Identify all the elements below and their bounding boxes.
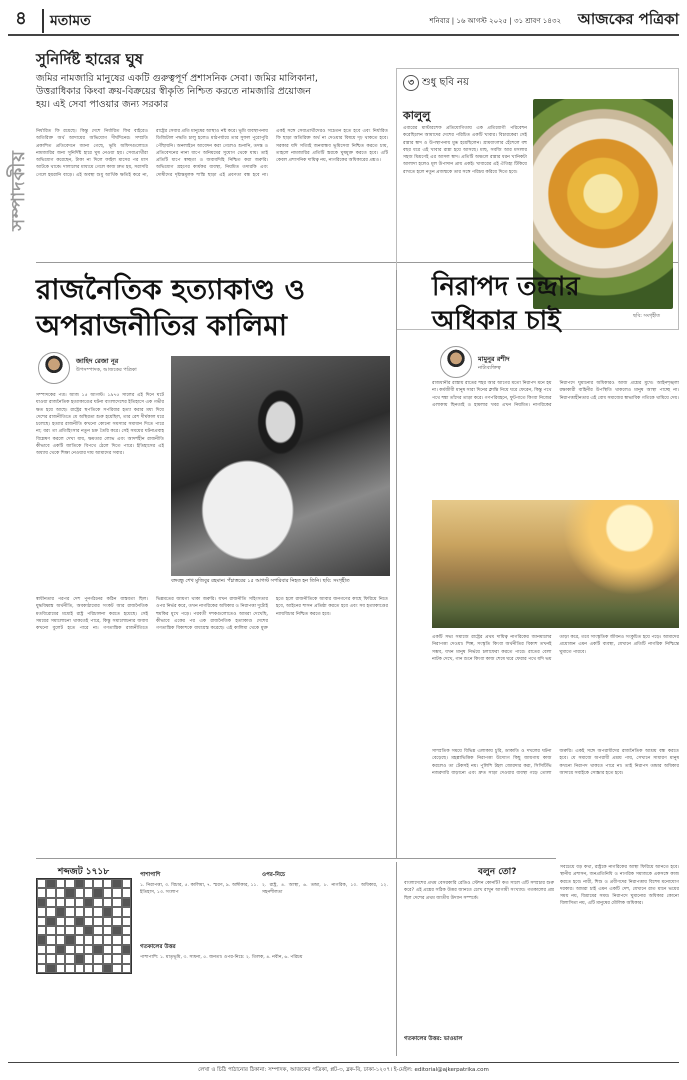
- crossword-title: শব্দজট ১৭১৮: [58, 867, 110, 877]
- crossword-answers: পাশাপাশি: ১. মাতৃভূমি, ৩. সাধনা, ৫. জনতা। ওপর-নিচে: ২. তিলক, ৪. নবীন, ৬. পরিচয়: [140, 955, 303, 960]
- section-title: মতামত: [42, 9, 91, 33]
- editorial-vertical-label: সম্পাদকীয়: [7, 149, 29, 231]
- crossword-down-clues: ২. রাষ্ট্র, ৪. আস্থা, ৬. তন্দ্রা, ৮. নাগরিক, ১০. অধিকার, ১২. সহনশীলতা: [262, 883, 388, 896]
- crossword-answers-title: গতকালের উত্তর: [140, 944, 176, 950]
- article-right-body-3: সাম্প্রতিক সময়ে বিভিন্ন এলাকায় চুরি, ডাকাতি ও দখলের ঘটনা বেড়েছে। মহল্লাভিত্তিক নিরাপত্তা উদ্যোগ কিছু জায়গায় কাজ করলেও তা টেকসই নয়। পুলিশি টহল জোরদার করা, সিসিটিভি নজরদারি বাড়ানো এবং দ্রুত সাড়া দেওয়ার ব্যবস্থা গড়ে তোলা জরুরি। একই সঙ্গে অপরাধীদের রাজনৈতিক আশ্রয় বন্ধ করতে হবে। যে সমাজে অপরাধী প্রশ্রয় পায়, সেখানে সাধারণ মানুষ কখনো নিরাপদ থাকতে পারে না। তাই নিরাপদ তন্দ্রার অধিকার আদায়ে সবাইকে সোচ্চার হতে হবে।: [432, 749, 679, 776]
- editorial-body: নির্ধারিত ফি রয়েছে। কিন্তু দেশে নির্ধারিত ফির বাইরেও অতিরিক্ত অর্থ আদায়ের অভিযোগ দীর্ঘদিনের। সম্প্রতি প্রকাশিত প্রতিবেদনে জানা গেছে, ভূমি অফিসগুলোতে নামজারির জন্য সুনির্দিষ্ট হারে ঘুষ নেওয়া হয়। সেবাপ্রার্থীরা অভিযোগ করেছেন, টাকা না দিলে ফাইল মাসের পর মাস আটকে থাকে। দালালের মাধ্যমে গেলে কাজ দ্রুত হয়, সরাসরি গেলে হয়রানি বাড়ে। এই অবস্থা শুধু আর্থিক ক্ষতিই করে না, রাষ্ট্রের সেবার প্রতি মানুষের আস্থাও নষ্ট করে। ভূমি ব্যবস্থাপনায় ডিজিটাল পদ্ধতি চালু হলেও মাঠপর্যায়ে তার সুফল পুরোপুরি পৌঁছায়নি। অনলাইনে আবেদন করা গেলেও শুনানি, তদন্ত ও প্রতিবেদনের নানা ধাপে অনিয়মের সুযোগ থেকে যায়। তাই প্রতিটি ধাপে স্বচ্ছতা ও জবাবদিহি নিশ্চিত করা জরুরি। অভিযোগ গ্রহণের কার্যকর ব্যবস্থা, নিয়মিত তদারকি এবং দোষীদের দৃষ্টান্তমূলক শাস্তি ছাড়া এই প্রবণতা বন্ধ হবে না। একই সঙ্গে সেবাপ্রার্থীদেরও সচেতন হতে হবে এবং নির্ধারিত ফি ছাড়া অতিরিক্ত অর্থ না দেওয়ার বিষয়ে দৃঢ় থাকতে হবে। সরকার যদি সত্যিই জনবান্ধব ভূমিসেবা নিশ্চিত করতে চায়, তাহলে নামজারির প্রতিটি স্তরকে ঘুষমুক্ত করতে হবে। এটি কেবল প্রশাসনিক দায়িত্ব নয়, নাগরিকের অধিকারের প্রশ্নও।: [36, 129, 388, 178]
- article-headline: রাজনৈতিক হত্যাকাণ্ড ও অপরাজনীতির কালিমা: [36, 273, 306, 342]
- author-name-right: মামুনুর রশীদ: [478, 355, 510, 363]
- newspaper-logo: আজকের পত্রিকা: [577, 10, 679, 28]
- editorial-deck: জমির নামজারি মানুষের একটি গুরুত্বপূর্ণ প্রশাসনিক সেবা। জমির মালিকানা, উত্তরাধিকার কিংবা ক্রয়-বিক্রয়ের স্বীকৃতি নিশ্চিত করতে নামজারি প্রয়োজন হয়। এই সেবা পাওয়ার জন্য সরকার: [36, 73, 318, 110]
- crossword-across-title: পাশাপাশি: [140, 872, 161, 878]
- bottom-divider: [36, 858, 556, 859]
- photo-caption: বঙ্গবন্ধু শেখ মুজিবুর রহমান। পঁচাত্তরের ১৫ আগস্ট সপরিবার নিহত হন তিনি। ছবি: সংগৃহীত: [171, 578, 350, 584]
- page-number: ৪: [15, 8, 27, 29]
- feature-body: এবারের মাস্টারশেফ প্রতিযোগিতায় এক প্রতিযোগী পরিবেশন করেছিলেন আমাদের দেশের পরিচিত একটি খাবার। বিচারকেরা সেই রান্নার স্বাদ ও উপস্থাপনায় মুগ্ধ হয়েছিলেন। গ্রামবাংলার হেঁশেলে বহু বছর ধরে এই খাবার রান্না হয়ে আসছে। মাছ, সবজি আর মসলার সহজ মিশ্রণেই এর আসল স্বাদ। প্রতিটি অঞ্চলে রান্নার ধরন খানিকটা আলাদা হলেও মূল উপাদান প্রায় একই। খাবারের এই ঐতিহ্য টিকিয়ে রাখতে হলে নতুন প্রজন্মকে তার সঙ্গে পরিচয় করিয়ে দিতে হবে।: [403, 126, 527, 175]
- author-avatar-right: [440, 346, 472, 378]
- quiz-answer: গতকালের উত্তর: ভাওয়াল: [404, 1036, 463, 1042]
- article-body-col-1: সম্পাদকের পত্র। আজ ১৫ আগস্ট। ১৯৭৫ সালের এই দিনে ঘটে যাওয়া রাজনৈতিক হত্যাকাণ্ডের ঘটনা বাংলাদেশের ইতিহাসে এক গভীর ক্ষত হয়ে আছে। রাষ্ট্রের স্থপতিকে সপরিবার হত্যা করার মধ্য দিয়ে দেশের রাজনীতিতে যে অস্থিরতা শুরু হয়েছিল, তার রেশ দীর্ঘকাল ধরে চলেছে। হত্যার রাজনীতি কখনো কোনো সমস্যার সমাধান দিতে পারে না; বরং তা প্রতিহিংসার নতুন চক্র তৈরি করে। সেই সময়ের ঘটনাপ্রবাহ বিশ্লেষণ করলে দেখা যায়, ক্ষমতার লোভ এবং আদর্শহীন রাজনীতি কীভাবে একটি জাতিকে বিপথে ঠেলে দিতে পারে। ইতিহাসের এই অধ্যায় থেকে শিক্ষা নেওয়ার দায় আমাদের সবার।: [36, 393, 164, 457]
- crossword-down-title: ওপর-নিচে: [262, 872, 286, 878]
- crossword-grid: [36, 878, 132, 974]
- article-photo: [171, 356, 390, 576]
- article-right-body-4: সবচেয়ে বড় কথা, রাষ্ট্রকে নাগরিকের আস্থা ফিরিয়ে আনতে হবে। স্থানীয় প্রশাসন, জনপ্রতিনিধি ও নাগরিক সমাজকে একসঙ্গে কাজ করতে হবে। নারী, শিশু ও প্রবীণদের নিরাপত্তায় বিশেষ মনোযোগ দরকার। আমরা চাই এমন একটি দেশ, যেখানে রাত মানে ভয়ের সময় নয়, বিশ্রামের সময়। নিরাপদে ঘুমানোর অধিকার কোনো বিলাসিতা নয়, এটি মানুষের মৌলিক অধিকার।: [560, 865, 679, 907]
- article-right-body-2: একটি সভ্য সমাজে রাষ্ট্রের প্রথম দায়িত্ব নাগরিকের জানমালের নিরাপত্তা দেওয়া। শিল্প, সংস্কৃতি কিংবা অর্থনীতির বিকাশ তখনই সম্ভব, যখন মানুষ নির্ভয়ে চলাফেরা করতে পারে। রাতের বেলা নাটক দেখে, গান শুনে কিংবা কাজ শেষে ঘরে ফেরার পথে যদি ভয় তাড়া করে, তবে সাংস্কৃতিক জীবনও সংকুচিত হয়ে পড়ে। আমাদের প্রয়োজন এমন একটি ব্যবস্থা, যেখানে প্রতিটি নাগরিক নিশ্চিন্তে ঘুমাতে পারবে।: [432, 635, 679, 662]
- author-role-right: নাট্যব্যক্তিত্ব: [478, 365, 501, 371]
- quiz-title: বলুন তো?: [478, 867, 517, 877]
- author-avatar: [38, 352, 70, 384]
- article-right-body-1: রাজধানীর রাস্তায় রাতের শহর আর আগের মতো নিরাপদ মনে হয় না। কর্মজীবী মানুষ সারা দিনের ক্লান্তি নিয়ে ঘরে ফেরেন, কিন্তু পথে পথে শঙ্কা তাঁদের তাড়া করে। গণপরিবহনে, ফুটপাতে কিংবা নিজের এলাকায় ছিনতাই ও হামলার খবর এখন নিয়মিত। নাগরিকের নিরাপদে ঘুমানোর অধিকারও আজ প্রশ্নের মুখে। আইনশৃঙ্খলা রক্ষাকারী বাহিনীর উপস্থিতি থাকলেও মানুষ আস্থা পাচ্ছে না। নিরাপত্তাহীনতার এই বোধ সমাজের স্বাভাবিক গতিকে থামিয়ে দেয়।: [432, 381, 679, 408]
- column-divider: [396, 270, 397, 858]
- page-footer: লেখা ও চিঠি পাঠানোর ঠিকানা: সম্পাদক, আজকের পত্রিকা, প্লট-৩, ব্লক-বি, ঢাকা-১২০৭। ই-মেইল: editorial@ajkerpatrika.com: [8, 1062, 679, 1075]
- date-line: শনিবার | ১৬ আগস্ট ২০২৫ | ৩১ শ্রাবণ ১৪৩২: [429, 17, 561, 25]
- article-headline-right: নিরাপদ তন্দ্রার অধিকার চাই: [432, 272, 580, 336]
- article-body-col-2: স্বাধীনতার পরপর দেশ পুনর্গঠনের কঠিন বাস্তবতা ছিল। যুদ্ধবিধ্বস্ত অর্থনীতি, অবকাঠামোর সংকট আর রাজনৈতিক মতবিরোধের মধ্যেই রাষ্ট্র পরিচালনা করতে হয়েছে। সেই সময়ের সমালোচনা থাকতেই পারে, কিন্তু সমালোচনার জবাব কখনো বুলেট হতে পারে না। গণতান্ত্রিক রাজনীতিতে ভিন্নমতের জায়গা থাকা জরুরি। যখন রাজনীতি সহিংসতার ওপর নির্ভর করে, তখন নাগরিকের অধিকার ও নিরাপত্তা দুটোই হুমকির মুখে পড়ে। পরবর্তী দশকগুলোতেও আমরা দেখেছি, কীভাবে একের পর এক রাজনৈতিক হত্যাকাণ্ড দেশের গণতান্ত্রিক বিকাশকে বাধাগ্রস্ত করেছে। এই কালিমা থেকে মুক্ত হতে হলে রাজনীতিকে আবার জনগণের কাছে ফিরিয়ে নিতে হবে, আইনের শাসন প্রতিষ্ঠা করতে হবে এবং সব হত্যাকাণ্ডের ন্যায়বিচার নিশ্চিত করতে হবে।: [36, 597, 388, 632]
- feature-title: কালুলু: [403, 109, 431, 122]
- feature-badge: ৩ শুধু ছবি নয়: [403, 75, 469, 92]
- page-header: [8, 6, 679, 36]
- photo-credit: ছবি: সংগৃহীত: [633, 313, 661, 319]
- bolun-divider: [396, 862, 397, 1056]
- crossword-across-clues: ১. নিরাপত্তা, ৩. বিচার, ৫. কালিমা, ৭. স্মরণ, ৯. অঙ্গীকার, ১১. ইতিহাস, ১৩. সংলাপ: [140, 883, 258, 896]
- illustration-photo: [432, 500, 679, 628]
- quiz-body: বাংলাদেশের প্রথম বেসরকারি রেডিও স্টেশন কোনটি? কত সালে এটি সম্প্রচার শুরু করে? এই প্রশ্নের সঠিক উত্তর জানতে চোখ রাখুন আগামী সংখ্যায়। গতকালের প্রশ্ন ছিল দেশের প্রথম জাতীয় উদ্যান সম্পর্কে।: [404, 881, 554, 901]
- author-name: জাহিদ রেজা নূর: [76, 357, 119, 365]
- author-role: উপসম্পাদক, আজকের পত্রিকা: [76, 367, 137, 373]
- editorial-title: সুনির্দিষ্ট হারের ঘুষ: [36, 50, 144, 68]
